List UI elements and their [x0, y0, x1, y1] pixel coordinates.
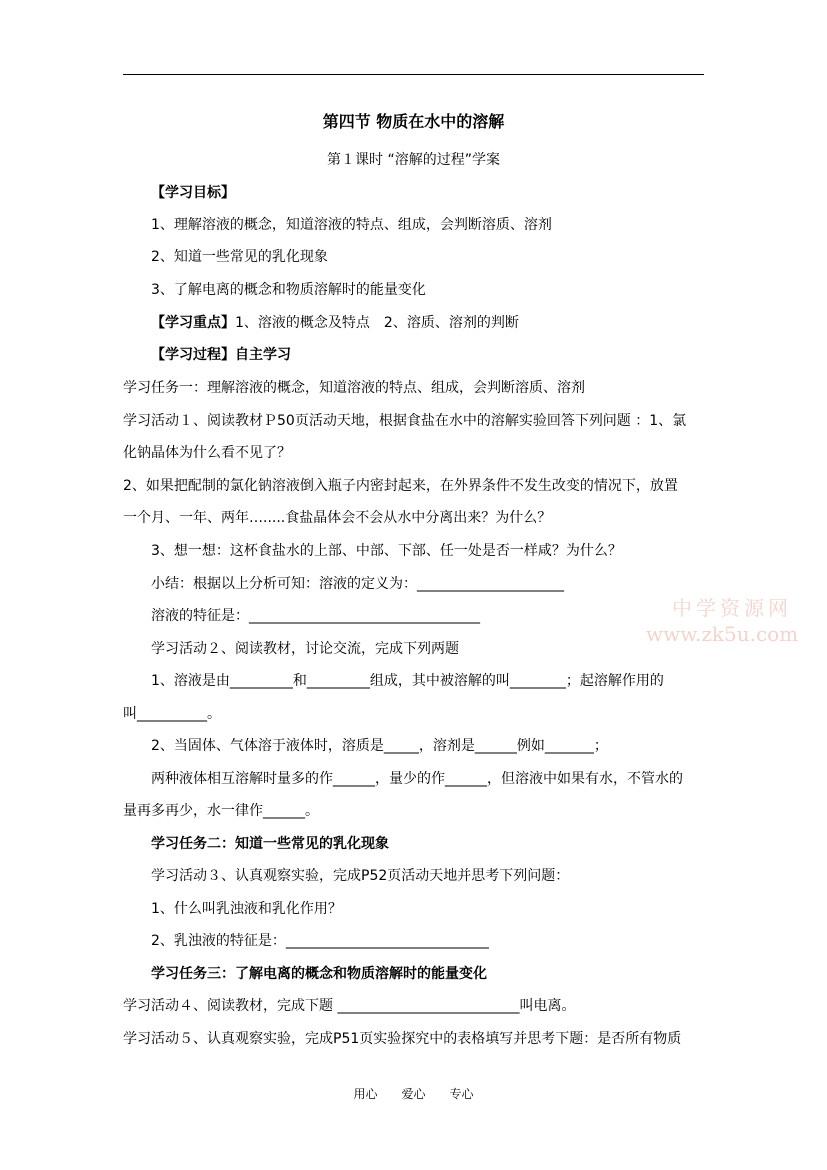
solution-feature: 溶液的特征是：_________________________________	[151, 608, 480, 624]
task-3: 学习任务三：了解电离的概念和物质溶解时的能量变化	[151, 966, 487, 982]
activity-2: 学习活动２、阅读教材，讨论交流，完成下列两题	[151, 641, 459, 657]
activity-2-q2-line-3: 量再多再少，水一律作______。	[123, 803, 319, 819]
key-points	[151, 314, 519, 332]
activity-2-q2-line-2: 两种液体相互溶解时量多的作______，量少的作______，但溶液中如果有水，不管水的	[151, 771, 683, 787]
page-footer: 用心 爱心 专心	[353, 1087, 474, 1101]
goals-heading: 【学习目标】	[151, 185, 235, 201]
page-subtitle: 第１课时 “溶解的过程”学案	[327, 152, 500, 168]
summary-definition: 小结：根据以上分析可知：溶液的定义为：_____________________	[151, 576, 564, 592]
activity-2-q1-line-2: 叫__________。	[123, 706, 221, 722]
task-2: 学习任务二：知道一些常见的乳化现象	[151, 836, 389, 852]
activity-5: 学习活动５、认真观察实验，完成P51页实验探究中的表格填写并思考下题：是否所有物质	[123, 1031, 682, 1047]
activity-3: 学习活动３、认真观察实验，完成P52页活动天地并思考下列问题：	[151, 868, 570, 884]
goal-2: 2、知道一些常见的乳化现象	[151, 249, 328, 265]
task-1: 学习任务一：理解溶液的概念，知道溶液的特点、组成，会判断溶质、溶剂	[123, 380, 585, 396]
activity-2-q2: 2、当固体、气体溶于液体时，溶质是_____，溶剂是______例如_______；	[151, 738, 608, 754]
activity-3-q2: 2、乳浊液的特征是：_____________________________	[151, 933, 489, 949]
process-heading: 【学习过程】自主学习	[151, 347, 291, 363]
page-title: 第四节 物质在水中的溶解	[322, 112, 505, 131]
activity-2-q1-line-1: 1、溶液是由_________和_________组成，其中被溶解的叫________；起溶解作用的	[151, 673, 664, 689]
watermark-line-2: www.zk5u.com	[646, 622, 799, 646]
question-2-line-2: 一个月、一年、两年….....食盐晶体会不会从水中分离出来？为什么？	[123, 510, 552, 526]
goal-1: 1、理解溶液的概念，知道溶液的特点、组成，会判断溶质、溶剂	[151, 217, 552, 233]
question-2-line-1: 2、如果把配制的氯化钠溶液倒入瓶子内密封起来，在外界条件不发生改变的情况下，放置	[123, 478, 678, 494]
key-points-heading: 【学习重点】	[151, 315, 235, 331]
activity-4: 学习活动４、阅读教材，完成下题 __________________________叫电离。	[123, 998, 576, 1014]
activity-1-line-1: 学习活动１、阅读教材Ｐ50页活动天地，根据食盐在水中的溶解实验回答下列问题 ：1、氯	[123, 413, 687, 429]
header-rule	[123, 74, 704, 75]
key-points-text: 1、溶液的概念及特点 2、溶质、溶剂的判断	[235, 315, 519, 331]
activity-1-line-2: 化钠晶体为什么看不见了？	[123, 445, 291, 461]
goal-3: 3、了解电离的概念和物质溶解时的能量变化	[151, 282, 426, 298]
watermark-line-1: 中学资源网	[672, 596, 792, 620]
activity-3-q1: 1、什么叫乳浊液和乳化作用？	[151, 901, 342, 917]
question-3: 3、想一想：这杯食盐水的上部、中部、下部、任一处是否一样咸？为什么？	[151, 543, 622, 559]
